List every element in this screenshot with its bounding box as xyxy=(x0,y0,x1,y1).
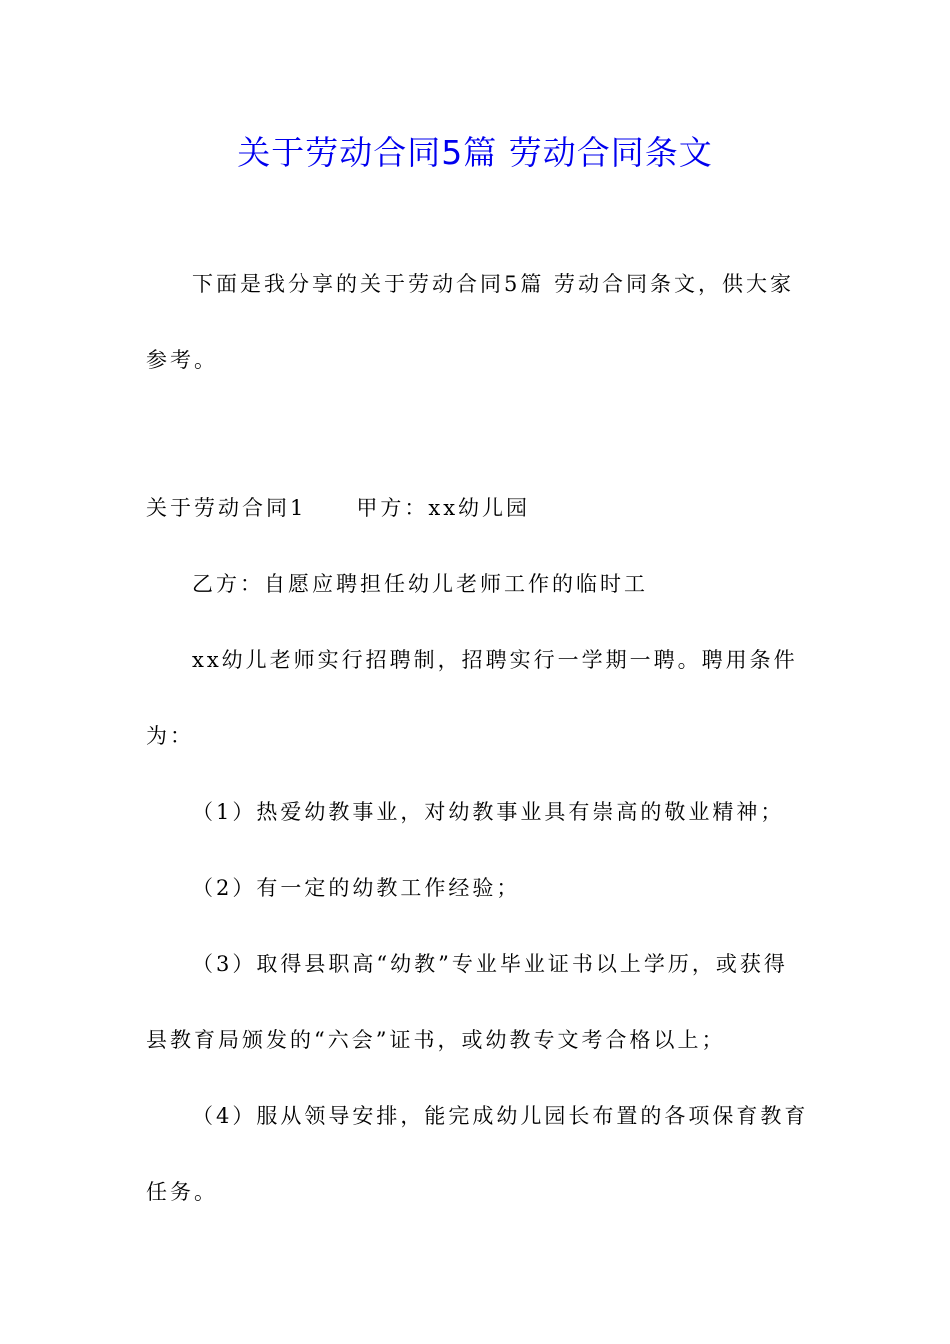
intro-paragraph xyxy=(146,246,806,398)
section-1-heading-line xyxy=(146,470,806,546)
party-b: 乙方：自愿应聘担任幼儿老师工作的临时工 xyxy=(192,572,648,596)
recruit-line-2: 为： xyxy=(146,724,194,748)
condition-2: （2）有一定的幼教工作经验； xyxy=(192,876,521,900)
party-a: 甲方：xx幼儿园 xyxy=(356,496,531,520)
condition-3-line-2: 县教育局颁发的“六会”证书，或幼教专文考合格以上； xyxy=(146,1028,726,1052)
document-title: 关于劳动合同5篇 劳动合同条文 xyxy=(237,133,713,172)
condition-3-line-1: （3）取得县职高“幼教”专业毕业证书以上学历，或获得 xyxy=(192,952,788,976)
recruit-line-1: xx幼儿老师实行招聘制，招聘实行一学期一聘。聘用条件 xyxy=(192,648,798,672)
section-1-heading: 关于劳动合同1 xyxy=(146,496,307,520)
condition-4-line-1: （4）服从领导安排，能完成幼儿园长布置的各项保育教育 xyxy=(192,1104,809,1128)
condition-1: （1）热爱幼教事业，对幼教事业具有崇高的敬业精神； xyxy=(192,800,785,824)
condition-4-line-2: 任务。 xyxy=(146,1180,218,1204)
intro-line-2: 参考。 xyxy=(146,348,218,372)
section-1 xyxy=(146,470,809,1230)
intro-line-1: 下面是我分享的关于劳动合同5篇 劳动合同条文，供大家 xyxy=(192,272,795,296)
